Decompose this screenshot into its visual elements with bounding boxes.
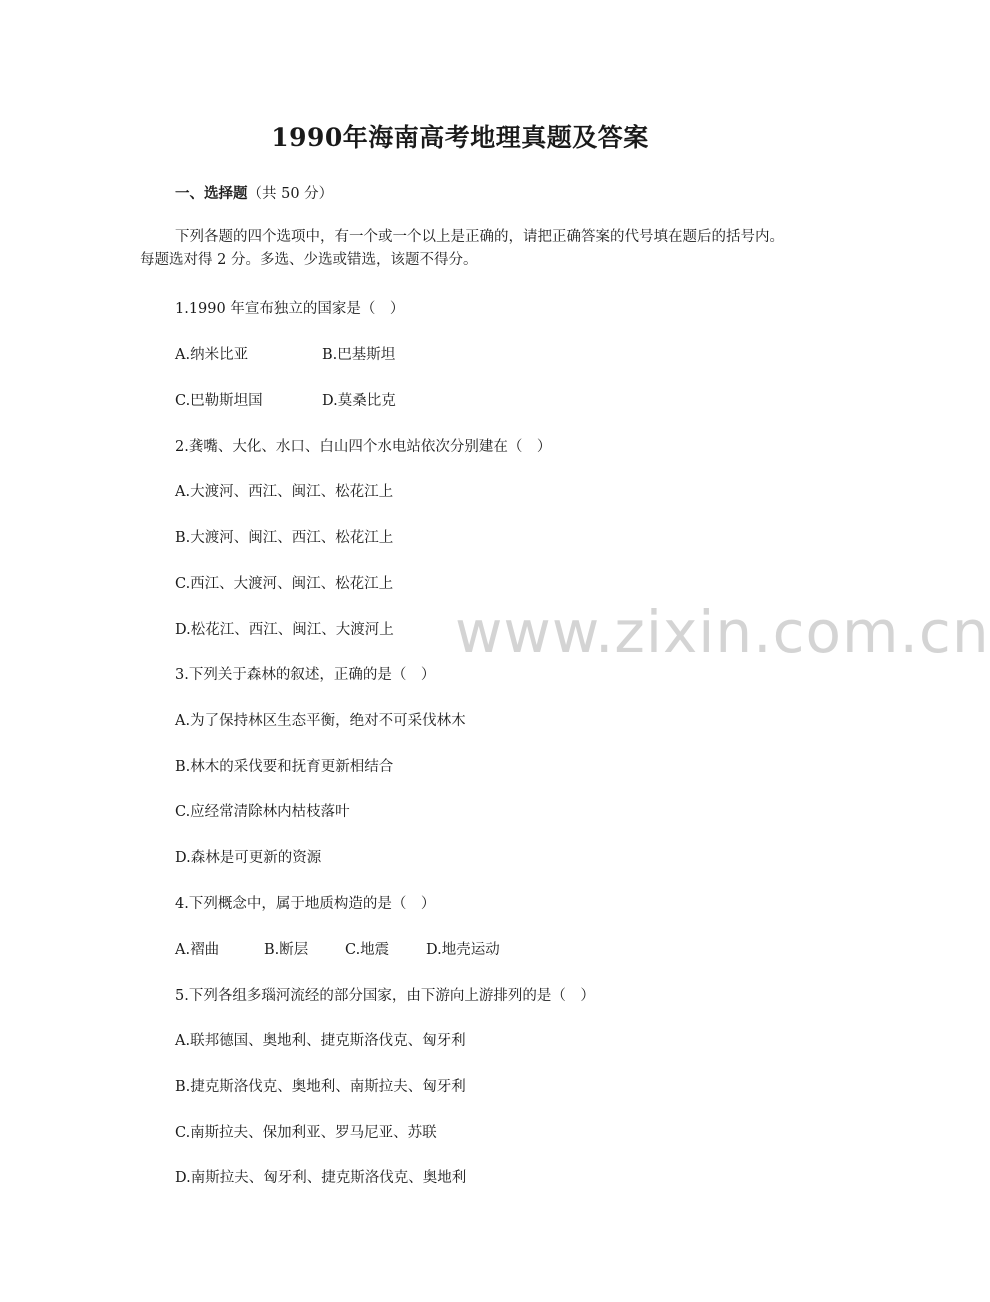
question-1-stem: 1.1990 年宣布独立的国家是（ ） — [175, 301, 405, 317]
question-4-options-row — [175, 940, 500, 960]
question-2-option-b: B.大渡河、闽江、西江、松花江上 — [175, 530, 394, 546]
question-2-option-a: A.大渡河、西江、闽江、松花江上 — [175, 484, 394, 500]
question-5-option-d: D.南斯拉夫、匈牙利、捷克斯洛伐克、奥地利 — [175, 1170, 467, 1186]
question-1-option-d: D.莫桑比克 — [322, 393, 396, 409]
question-2-stem: 2.龚嘴、大化、水口、白山四个水电站依次分别建在（ ） — [175, 439, 552, 455]
question-2-option-d: D.松花江、西江、闽江、大渡河上 — [175, 622, 394, 638]
question-3-stem: 3.下列关于森林的叙述，正确的是（ ） — [175, 667, 436, 683]
question-1-options-row-1 — [175, 345, 395, 365]
question-3-option-d: D.森林是可更新的资源 — [175, 850, 322, 866]
question-4-option-c: C.地震 — [345, 942, 390, 958]
question-3-option-a: A.为了保持林区生态平衡，绝对不可采伐林木 — [175, 713, 466, 729]
question-5-stem: 5.下列各组多瑙河流经的部分国家，由下游向上游排列的是（ ） — [175, 988, 595, 1004]
question-5-option-a: A.联邦德国、奥地利、捷克斯洛伐克、匈牙利 — [175, 1033, 466, 1049]
question-1-option-b: B.巴基斯坦 — [322, 347, 396, 363]
question-1-option-a: A.纳米比亚 — [175, 347, 249, 363]
page-title: 1990年海南高考地理真题及答案 — [271, 123, 649, 152]
question-3-option-c: C.应经常清除林内枯枝落叶 — [175, 804, 350, 820]
watermark: www.zixin.com.cn — [455, 598, 990, 666]
question-4-stem: 4.下列概念中，属于地质构造的是（ ） — [175, 896, 436, 912]
section-heading-label: 一、选择题 — [175, 185, 248, 202]
question-4-option-b: B.断层 — [264, 942, 309, 958]
question-2-option-c: C.西江、大渡河、闽江、松花江上 — [175, 576, 394, 592]
question-1-options-row-2 — [175, 391, 396, 411]
section-score-note: （共 50 分） — [247, 186, 334, 202]
question-1-option-c: C.巴勒斯坦国 — [175, 393, 263, 409]
question-5-option-c: C.南斯拉夫、保加利亚、罗马尼亚、苏联 — [175, 1125, 437, 1141]
question-5-option-b: B.捷克斯洛伐克、奥地利、南斯拉夫、匈牙利 — [175, 1079, 466, 1095]
question-4-option-a: A.褶曲 — [175, 942, 220, 958]
question-4-option-d: D.地壳运动 — [426, 942, 500, 958]
section-heading — [175, 184, 333, 204]
instructions-paragraph: 下列各题的四个选项中，有一个或一个以上是正确的，请把正确答案的代号填在题后的括号内。每题选对得 2 分。多选、少选或错选，该题不得分。 — [140, 229, 784, 268]
question-3-option-b: B.林木的采伐要和抚育更新相结合 — [175, 759, 394, 775]
